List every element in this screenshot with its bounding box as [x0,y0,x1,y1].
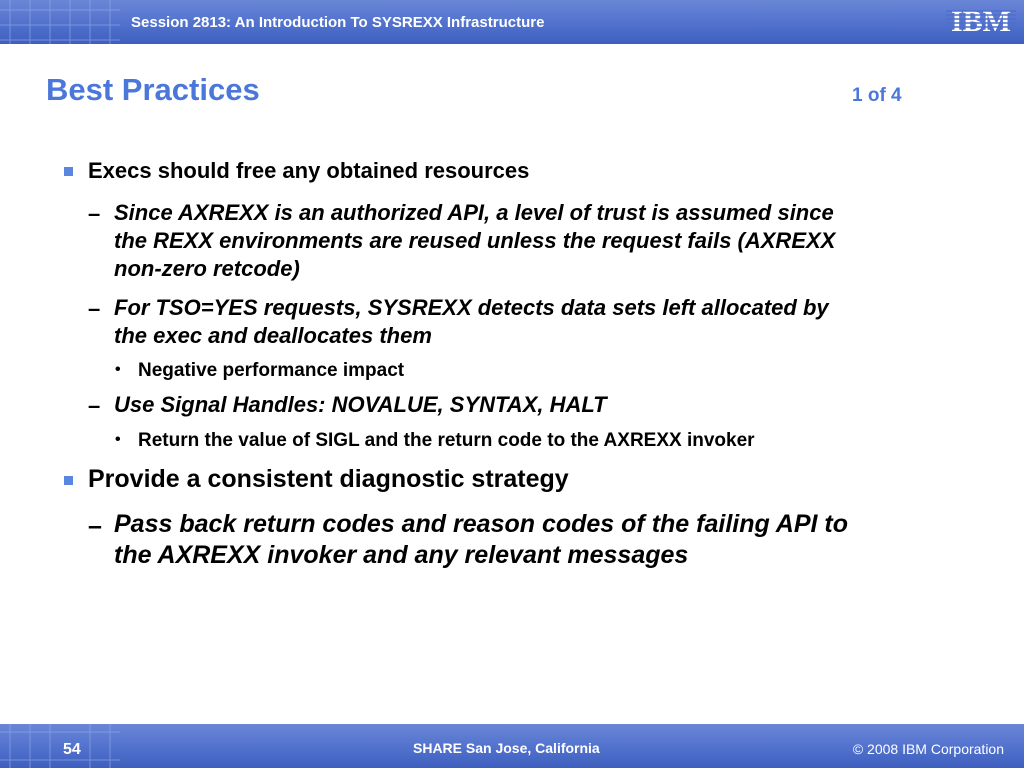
page-count: 1 of 4 [852,85,902,106]
dash-icon: – [88,201,101,226]
sub-bullet-4-line-2: the AXREXX invoker and any relevant messages [114,541,689,569]
sub-bullet-2-line-2: the exec and deallocates them [114,323,432,348]
dot-icon: • [115,431,121,448]
bullet-square-icon [64,167,73,176]
sub-bullet-1-line-2: the REXX environments are reused unless the request fails (AXREXX [114,228,836,253]
dot-icon: • [115,361,121,378]
dash-icon: – [88,393,101,418]
sub-bullet-4-line-1: Pass back return codes and reason codes of the failing API to [114,510,848,538]
bullet-1: Execs should free any obtained resources [88,158,530,183]
dash-icon: – [88,512,102,540]
copyright: © 2008 IBM Corporation [852,741,1004,757]
sub-sub-bullet-2: Return the value of SIGL and the return code to the AXREXX invoker [138,430,755,451]
grid-pattern [0,0,120,44]
sub-bullet-1-line-1: Since AXREXX is an authorized API, a level of trust is assumed since [114,200,834,225]
footer-band [0,724,1024,768]
session-title: Session 2813: An Introduction To SYSREXX Infrastructure [131,14,545,31]
slide-number: 54 [63,741,81,758]
bullet-2: Provide a consistent diagnostic strategy [88,465,569,493]
bullet-square-icon [64,476,73,485]
sub-bullet-3: Use Signal Handles: NOVALUE, SYNTAX, HALT [114,392,607,417]
header-band [0,0,1024,44]
grid-pattern [0,724,120,768]
dash-icon: – [88,296,101,321]
sub-sub-bullet-1: Negative performance impact [138,360,405,381]
ibm-logo-text: IBM [951,5,1011,38]
ibm-logo-icon [946,4,1016,38]
sub-bullet-1-line-3: non-zero retcode) [114,256,300,281]
event-label: SHARE San Jose, California [413,740,600,756]
sub-bullet-2-line-1: For TSO=YES requests, SYSREXX detects data sets left allocated by [114,295,829,320]
slide-title: Best Practices [46,72,260,107]
